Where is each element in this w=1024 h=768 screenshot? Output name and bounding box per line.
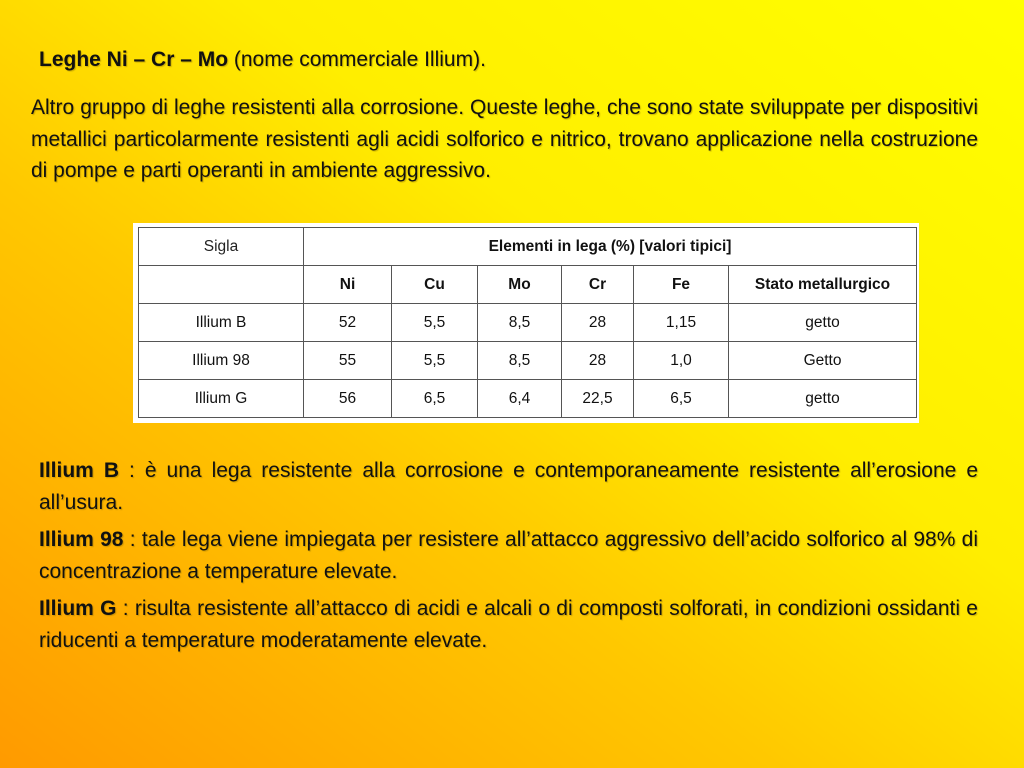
column-header-ni: Ni	[304, 266, 392, 304]
note-illium-98	[39, 524, 978, 587]
cell-stato: getto	[729, 380, 917, 418]
note-name: Illium B	[39, 459, 120, 482]
cell-cr: 28	[562, 304, 634, 342]
alloy-table	[138, 227, 917, 418]
note-text: : è una lega resistente alla corrosione e contemporaneamente resistente all’erosione e all’usura.	[39, 459, 979, 514]
cell-sigla: Illium 98	[139, 342, 304, 380]
column-header-stato: Stato metallurgico	[729, 266, 917, 304]
cell-mo: 8,5	[478, 342, 562, 380]
table-row	[139, 304, 917, 342]
column-header-mo: Mo	[478, 266, 562, 304]
table-header-row	[139, 228, 917, 266]
column-header-cr: Cr	[562, 266, 634, 304]
cell-cu: 5,5	[392, 342, 478, 380]
note-text: : risulta resistente all’attacco di acidi e alcali o di composti solforati, in condizioni ossidanti e riducenti a temperature moderatamente elevate.	[39, 597, 978, 652]
alloy-table-image	[133, 223, 919, 423]
column-header-fe: Fe	[634, 266, 729, 304]
table-row	[139, 380, 917, 418]
cell-stato: Getto	[729, 342, 917, 380]
note-illium-b	[39, 455, 978, 518]
note-illium-g	[39, 593, 978, 656]
cell-cr: 22,5	[562, 380, 634, 418]
cell-cu: 5,5	[392, 304, 478, 342]
cell-fe: 1,0	[634, 342, 729, 380]
cell-cu: 6,5	[392, 380, 478, 418]
title-bold: Leghe Ni – Cr – Mo	[39, 48, 229, 71]
note-name: Illium G	[39, 597, 117, 620]
title-rest: (nome commerciale Illium).	[228, 48, 486, 71]
note-name: Illium 98	[39, 528, 124, 551]
cell-fe: 1,15	[634, 304, 729, 342]
note-text: : tale lega viene impiegata per resistere all’attacco aggressivo dell’acido solforico al 98% di concentrazione a temperature elevate.	[39, 528, 979, 583]
alloy-notes	[39, 455, 978, 662]
intro-paragraph: Altro gruppo di leghe resistenti alla corrosione. Queste leghe, che sono state sviluppate per dispositivi metallici particolarmente resistenti agli acidi solforico e nitrico, trovano applicazione nella costruzione di pompe e parti operanti in ambiente aggressivo.	[31, 96, 978, 182]
slide-title	[39, 45, 979, 75]
sigla-header: Sigla	[139, 228, 304, 266]
cell-ni: 52	[304, 304, 392, 342]
cell-fe: 6,5	[634, 380, 729, 418]
table-subheader-row	[139, 266, 917, 304]
cell-mo: 8,5	[478, 304, 562, 342]
cell-stato: getto	[729, 304, 917, 342]
group-header: Elementi in lega (%) [valori tipici]	[304, 228, 917, 266]
cell-sigla: Illium B	[139, 304, 304, 342]
column-header-cu: Cu	[392, 266, 478, 304]
empty-header-cell	[139, 266, 304, 304]
cell-sigla: Illium G	[139, 380, 304, 418]
cell-ni: 55	[304, 342, 392, 380]
table-row	[139, 342, 917, 380]
cell-mo: 6,4	[478, 380, 562, 418]
cell-cr: 28	[562, 342, 634, 380]
cell-ni: 56	[304, 380, 392, 418]
